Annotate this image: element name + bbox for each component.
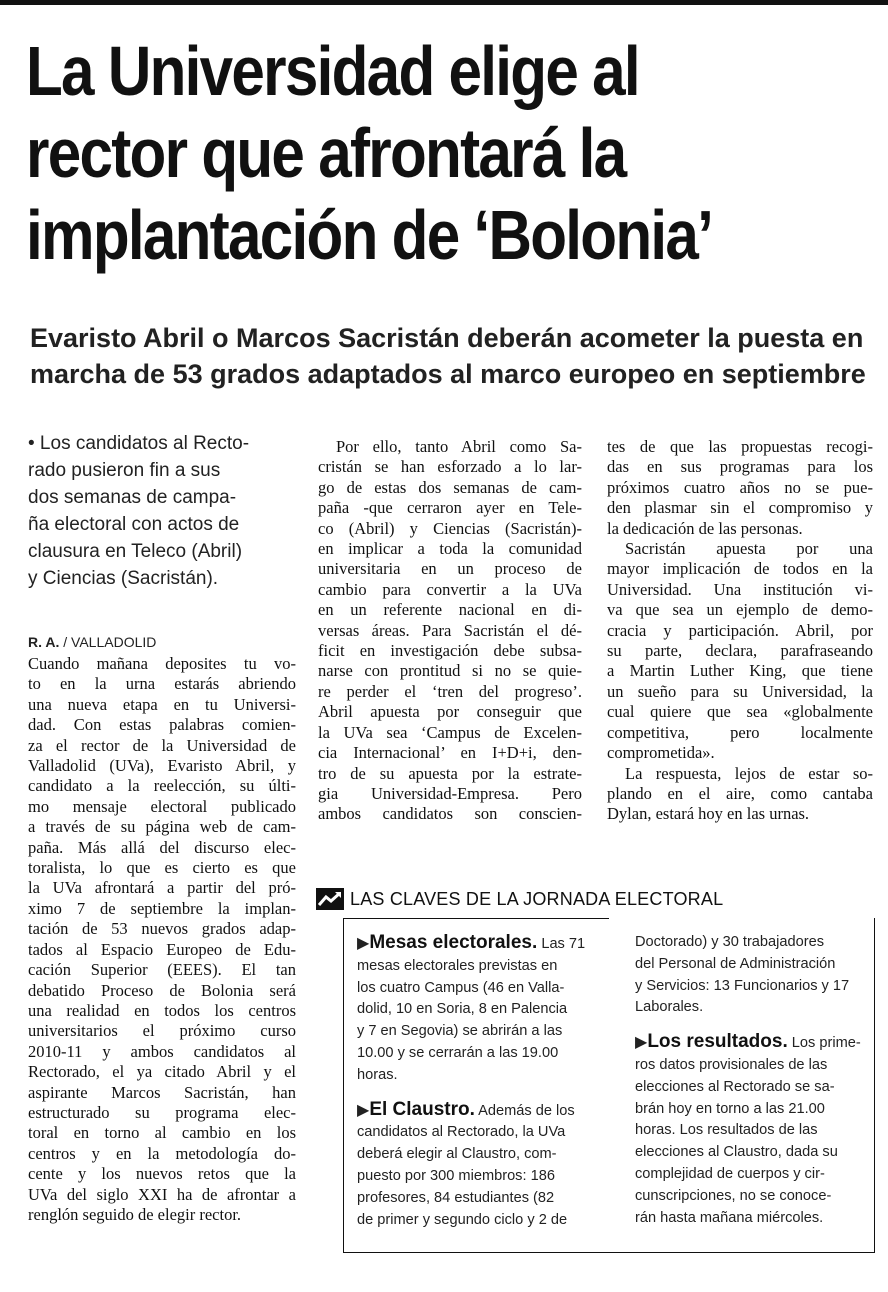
lead-line: ña electoral con actos de	[28, 514, 240, 535]
text-line: 10.00 y se cerrarán a las 19.00	[357, 1044, 559, 1061]
text-line: Por ello, tanto Abril como Sa-	[336, 437, 582, 456]
box-column-1	[357, 932, 602, 1231]
text-line: los cuatro Campus (46 en Valla-	[357, 979, 565, 996]
headline	[26, 30, 757, 276]
box-top-rule	[344, 918, 609, 919]
text-line: elecciones al Claustro, dada su	[635, 1144, 838, 1161]
text-line: tación de 53 nuevos grados adap-	[28, 919, 296, 939]
trend-chart-icon	[316, 888, 344, 910]
text-line: competitiva, pero localmente	[607, 722, 873, 742]
text-line: mo mensaje electoral publicado	[28, 796, 296, 816]
text-line: mesas electorales previstas en	[357, 957, 558, 974]
text-line: Abril apuesta por conseguir que	[318, 702, 582, 722]
text-line: Rectorado, el ya citado Abril y el	[28, 1062, 296, 1082]
text-line: dolid, 10 en Soria, 8 en Palencia	[357, 1001, 568, 1018]
byline-author: R. A.	[28, 634, 60, 650]
sidebar-box-header	[316, 886, 874, 912]
text-line: Laborales.	[635, 999, 704, 1016]
text-line: de primer y segundo ciclo y 2 de	[357, 1211, 568, 1228]
article-column-3	[607, 437, 873, 825]
text-line: cracia y participación. Abril, por	[607, 620, 873, 640]
text-line: cente y los nuevos retos que la	[28, 1164, 296, 1184]
text-line: a través de su página web de cam-	[28, 817, 296, 837]
text-line: la UVa sea ‘Campus de Excelen-	[318, 722, 582, 742]
section-heading: Mesas electorales.	[369, 932, 538, 953]
text-line: Además de los	[478, 1102, 575, 1119]
text-line: za el rector de la Universidad de	[28, 735, 296, 755]
text-line: Las 71	[541, 936, 586, 952]
text-line: la dedicación de las personas.	[607, 518, 803, 538]
headline-line: implantación de ‘Bolonia’	[26, 196, 713, 274]
section-heading: Los resultados.	[647, 1031, 788, 1053]
text-line: renglón seguido de elegir rector.	[28, 1204, 242, 1224]
text-line: gia Universidad-Empresa. Pero	[318, 783, 582, 803]
byline-place: / VALLADOLID	[63, 634, 157, 650]
text-line: co (Abril) y Ciencias (Sacristán)-	[318, 518, 582, 538]
arrow-right-icon: ▶	[635, 1034, 648, 1052]
headline-line: rector que afrontará la	[26, 114, 626, 192]
text-line: Dylan, estará hoy en las urnas.	[607, 804, 810, 824]
text-line: go de estas dos semanas de cam-	[318, 477, 582, 497]
text-line: toral en torno al cambio en los	[28, 1123, 296, 1143]
lead-line: clausura en Teleco (Abril)	[28, 541, 243, 562]
subheadline	[30, 320, 870, 392]
text-line: 2010-11 y ambos candidatos al	[28, 1041, 296, 1061]
text-line: ros datos provisionales de las	[635, 1056, 828, 1073]
text-line: aspirante Marcos Sacristán, han	[28, 1082, 296, 1102]
text-line: re perder el ‘tren del progreso’.	[318, 681, 582, 701]
subheadline-line: Evaristo Abril o Marcos Sacristán deberán acometer la puesta en	[30, 323, 864, 353]
text-line: Sacristán apuesta por una	[625, 539, 873, 559]
text-line: candidato a la reelección, su últi-	[28, 776, 296, 796]
text-line: to en la urna estarás abriendo	[28, 674, 296, 694]
text-line: deberá elegir al Claustro, com-	[357, 1146, 557, 1163]
text-line: toralista, lo que es cierto es que	[28, 858, 296, 878]
text-line: debatido Proceso de Bolonia será	[28, 980, 296, 1000]
text-line: narse con prontitud si no se quie-	[318, 661, 582, 681]
headline-line: La Universidad elige al	[26, 32, 639, 110]
text-line: va que sea un ejemplo de demo-	[607, 600, 873, 620]
lead-line: dos semanas de campa-	[28, 487, 237, 508]
text-line: un sueño para su Universidad, la	[607, 681, 873, 701]
box-column-2	[635, 932, 867, 1229]
lead-line: y Ciencias (Sacristán).	[28, 568, 219, 589]
text-line: paña. Más allá del discurso elec-	[28, 837, 296, 857]
text-line: cia Internacional’ en I+D+i, den-	[318, 743, 582, 763]
text-line: rán hasta mañana miércoles.	[635, 1209, 824, 1226]
text-line: una realidad en todos los centros	[28, 1000, 296, 1020]
subheadline-line: marcha de 53 grados adaptados al marco europeo en septiembre	[30, 359, 866, 389]
text-line: ficit en investigación debe subsa-	[318, 641, 582, 661]
arrow-right-icon: ▶	[357, 935, 370, 952]
text-line: su parte, declara, parafraseando	[607, 641, 873, 661]
text-line: brán hoy en torno a las 21.00	[635, 1100, 825, 1117]
article-column-2	[318, 437, 582, 825]
text-line: horas. Los resultados de las	[635, 1122, 818, 1139]
text-line: y Servicios: 13 Funcionarios y 17	[635, 977, 850, 994]
text-line: cambio para convertir a la UVa	[318, 579, 582, 599]
sidebar-box	[343, 918, 875, 1253]
top-rule	[0, 0, 888, 5]
text-line: centros y en la metodología do-	[28, 1143, 296, 1163]
text-line: la UVa afrontará a partir del pró-	[28, 878, 296, 898]
text-line: UVa del siglo XXI ha de afrontar a	[28, 1184, 296, 1204]
text-line: den plasmar sin el compromiso y	[607, 498, 873, 518]
text-line: mayor implicación de todos en la	[607, 559, 873, 579]
text-line: del Personal de Administración	[635, 955, 836, 972]
text-line: cristán se han esforzado a lo lar-	[318, 457, 582, 477]
text-line: complejidad de cuerpos y cir-	[635, 1165, 825, 1182]
text-line: universitaria en un proceso de	[318, 559, 582, 579]
text-line: y 7 en Segovia) se abrirán a las	[357, 1023, 563, 1040]
text-line: Cuando mañana deposites tu vo-	[28, 654, 296, 673]
byline	[28, 633, 156, 651]
text-line: versas áreas. Para Sacristán el dé-	[318, 620, 582, 640]
text-line: cual quiere que sea «globalmente	[607, 702, 873, 722]
text-line: tes de que las propuestas recogi-	[607, 437, 873, 456]
text-line: tro de su apuesta por la estrate-	[318, 763, 582, 783]
article-column-1	[28, 654, 296, 1225]
sidebar-box-title: LAS CLAVES DE LA JORNADA ELECTORAL	[350, 889, 724, 909]
text-line: Valladolid (UVa), Evaristo Abril, y	[28, 756, 296, 776]
text-line: dad. Con estas palabras comien-	[28, 715, 296, 735]
text-line: candidatos al Rectorado, la UVa	[357, 1124, 566, 1141]
text-line: elecciones al Rectorado se sa-	[635, 1078, 835, 1095]
text-line: a Martin Luther King, que tiene	[607, 661, 873, 681]
text-line: das en sus programas para los	[607, 457, 873, 477]
text-line: próximos cuatro años no se pue-	[607, 477, 873, 497]
arrow-right-icon: ▶	[357, 1101, 370, 1119]
lead-summary	[28, 430, 298, 592]
section-heading: El Claustro.	[369, 1098, 475, 1120]
lead-line: rado pusieron fin a sus	[28, 460, 221, 481]
text-line: puesto por 300 miembros: 186	[357, 1167, 555, 1184]
text-line: ximo 7 de septiembre la implan-	[28, 898, 296, 918]
text-line: una nueva etapa en tu Universi-	[28, 694, 296, 714]
text-line: La respuesta, lejos de estar so-	[625, 763, 873, 783]
text-line: Doctorado) y 30 trabajadores	[635, 934, 825, 950]
text-line: paña -que cerraron ayer en Tele-	[318, 498, 582, 518]
text-line: plando en el aire, como cantaba	[607, 783, 873, 803]
text-line: horas.	[357, 1066, 398, 1083]
text-line: universitarios el próximo curso	[28, 1021, 296, 1041]
text-line: comprometida».	[607, 743, 715, 763]
text-line: en un referente nacional en di-	[318, 600, 582, 620]
text-line: estructurado su programa elec-	[28, 1102, 296, 1122]
text-line: ambos candidatos son conscien-	[318, 804, 582, 824]
text-line: Los prime-	[791, 1035, 861, 1052]
text-line: cunscripciones, no se conoce-	[635, 1187, 832, 1204]
lead-line: • Los candidatos al Recto-	[28, 433, 250, 454]
text-line: en implicar a toda la comunidad	[318, 539, 582, 559]
text-line: tados al Espacio Europeo de Edu-	[28, 939, 296, 959]
text-line: profesores, 84 estudiantes (82	[357, 1189, 555, 1206]
text-line: cación Superior (EEES). El tan	[28, 960, 296, 980]
text-line: Universidad. Una institución vi-	[607, 579, 873, 599]
